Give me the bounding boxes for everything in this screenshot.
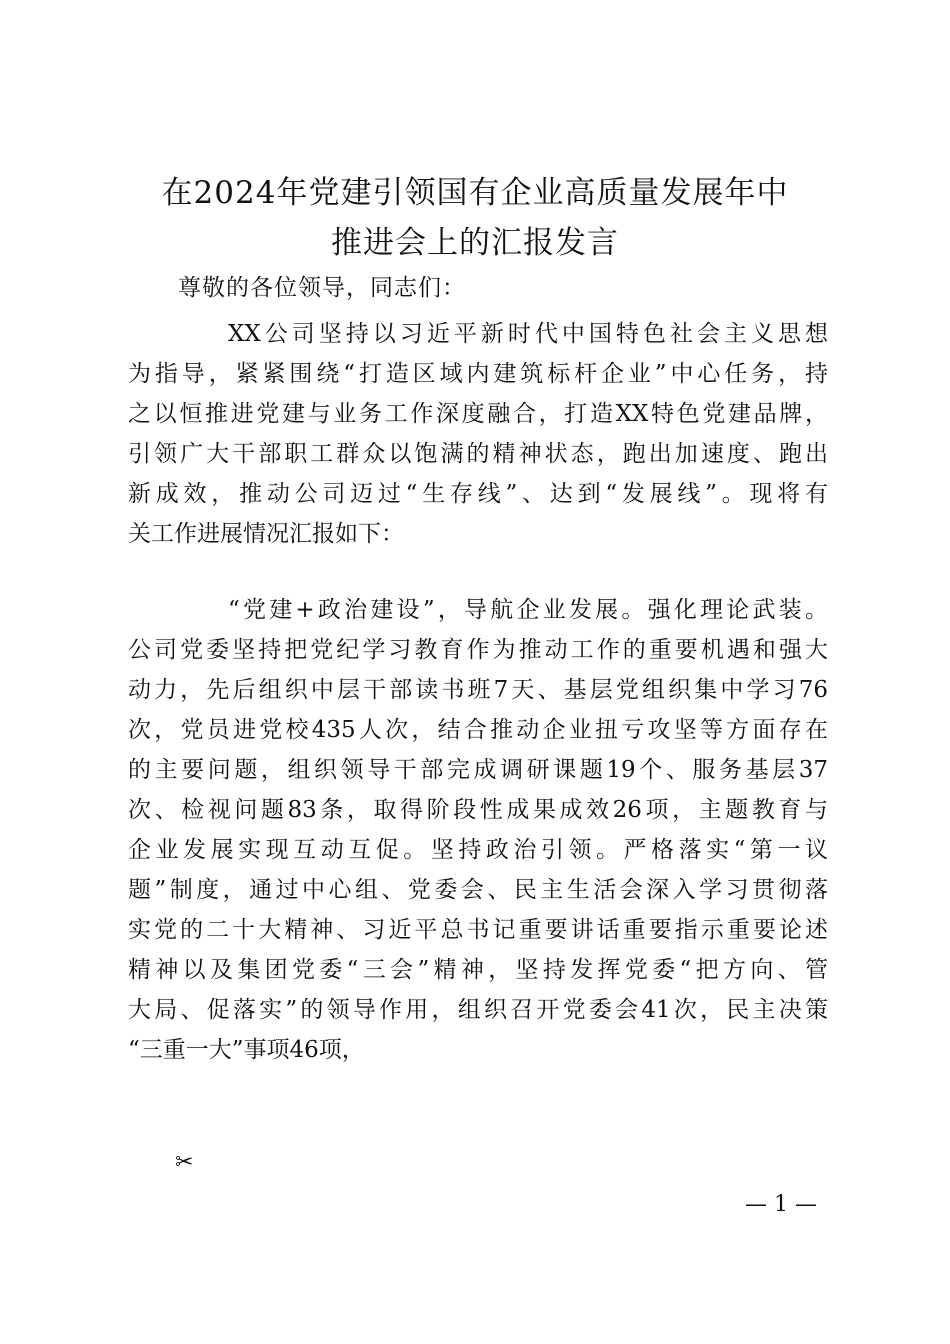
paragraph-line: 题”制度，通过中心组、党委会、民主生活会深入学习贯彻落 bbox=[128, 877, 828, 903]
document-title bbox=[120, 168, 830, 268]
paragraph-line: 为指导，紧紧围绕“打造区域内建筑标杆企业”中心任务，持 bbox=[128, 361, 828, 387]
paragraph-intro bbox=[128, 314, 828, 554]
title-line-2: 推进会上的汇报发言 bbox=[331, 225, 619, 261]
paragraph-line: 之以恒推进党建与业务工作深度融合，打造XX特色党建品牌， bbox=[128, 401, 828, 427]
page-number: — 1 — bbox=[745, 1192, 817, 1217]
paragraph-line: 实党的二十大精神、习近平总书记重要讲话重要指示重要论述 bbox=[128, 917, 828, 943]
paragraph-line: “三重一大”事项46项， bbox=[128, 1037, 365, 1063]
title-line-1: 在2024年党建引领国有企业高质量发展年中 bbox=[161, 175, 789, 211]
paragraph-line: 动力，先后组织中层干部读书班7天、基层党组织集中学习76 bbox=[128, 677, 828, 703]
paragraph-line: 关工作进展情况汇报如下： bbox=[128, 521, 404, 547]
paragraph-line: XX公司坚持以习近平新时代中国特色社会主义思想 bbox=[228, 321, 828, 347]
paragraph-line: 次、检视问题83条，取得阶段性成果成效26项，主题教育与 bbox=[128, 797, 828, 823]
paragraph-line: 引领广大干部职工群众以饱满的精神状态，跑出加速度、跑出 bbox=[128, 441, 828, 467]
scissors-icon: ✂ bbox=[175, 1150, 194, 1175]
paragraph-line: 公司党委坚持把党纪学习教育作为推动工作的重要机遇和强大 bbox=[128, 637, 828, 663]
salutation: 尊敬的各位领导，同志们： bbox=[178, 275, 466, 301]
paragraph-line: 企业发展实现互动互促。坚持政治引领。严格落实“第一议 bbox=[128, 837, 828, 863]
paragraph-line: “党建+政治建设”，导航企业发展。强化理论武装。 bbox=[228, 597, 828, 623]
paragraph-line: 精神以及集团党委“三会”精神，坚持发挥党委“把方向、管 bbox=[128, 957, 828, 983]
paragraph-line: 次，党员进党校435人次，结合推动企业扭亏攻坚等方面存在 bbox=[128, 717, 828, 743]
paragraph-line: 的主要问题，组织领导干部完成调研课题19个、服务基层37 bbox=[128, 757, 828, 783]
paragraph-line: 大局、促落实”的领导作用，组织召开党委会41次，民主决策 bbox=[128, 997, 828, 1023]
paragraph-line: 新成效，推动公司迈过“生存线”、达到“发展线”。现将有 bbox=[128, 481, 828, 507]
paragraph-political-building bbox=[128, 590, 828, 1070]
